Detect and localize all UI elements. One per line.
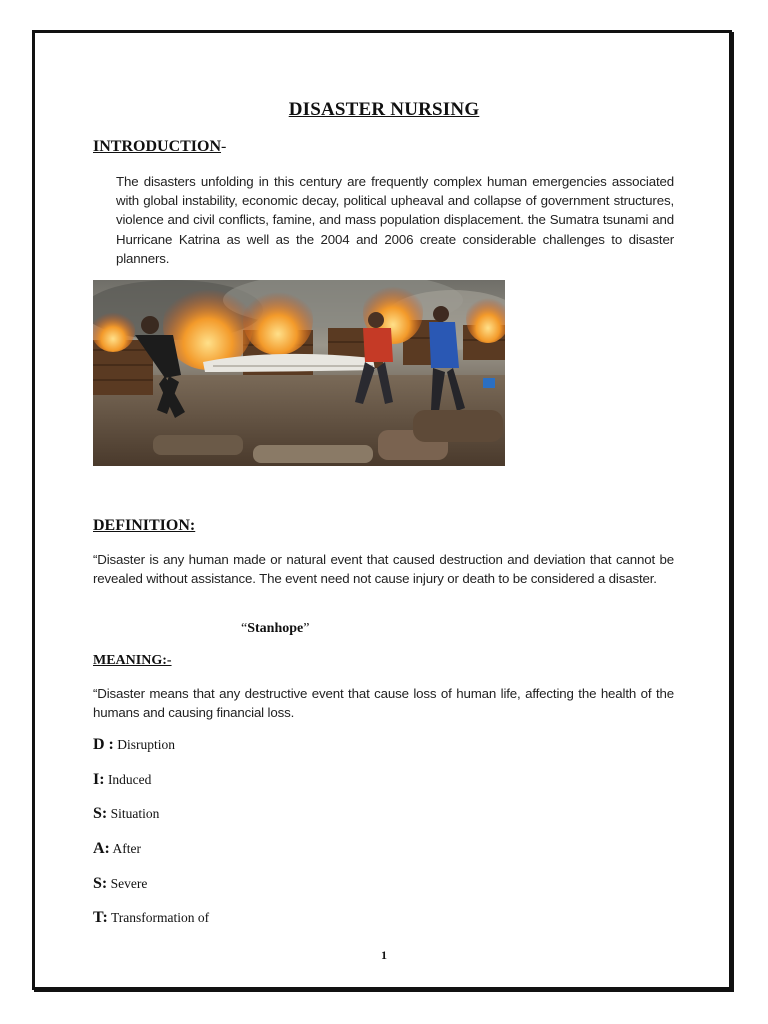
attribution-close-quote: ” [303, 621, 310, 636]
definition-heading [93, 517, 195, 535]
attribution-open-quote: “ [241, 621, 248, 636]
acronym-item [93, 736, 175, 754]
acronym-letter: S: [93, 805, 108, 822]
meaning-heading-text: MEANING:- [93, 653, 172, 668]
acronym-letter: I: [93, 771, 105, 788]
acronym-word: Disruption [117, 737, 176, 752]
document-title: DISASTER NURSING [288, 99, 480, 120]
disaster-photo [93, 280, 505, 466]
acronym-letter: D : [93, 736, 114, 753]
acronym-item [93, 909, 209, 927]
acronym-letter: S: [93, 875, 108, 892]
acronym-word: Severe [110, 876, 148, 891]
introduction-heading [93, 138, 226, 156]
acronym-word: Induced [107, 772, 152, 787]
acronym-letter: A: [93, 840, 110, 857]
acronym-item [93, 771, 151, 789]
acronym-item [93, 875, 147, 893]
definition-paragraph: “Disaster is any human made or natural event that caused destruction and deviation that cannot be revealed without assistance. The event need not cause injury or death to be considered a disaster. [93, 552, 674, 587]
attribution-name: Stanhope [247, 621, 304, 636]
acronym-word: Transformation of [110, 910, 210, 925]
introduction-paragraph: The disasters unfolding in this century are frequently complex human emergencies associated with global instability, economic decay, political upheaval and collapse of government structures, violence and civil conflicts, famine, and mass population displacement. the Sumatra tsunami and Hurricane Katrina as well as the 2004 and 2006 create considerable challenges to disaster planners. [116, 174, 674, 266]
page-number: 1 [381, 948, 387, 962]
introduction-heading-text: INTRODUCTION [93, 138, 222, 155]
definition-attribution [241, 621, 309, 637]
meaning-heading [93, 653, 172, 669]
introduction-heading-suffix: - [221, 138, 227, 155]
acronym-word: Situation [110, 806, 160, 821]
meaning-paragraph: “Disaster means that any destructive event that cause loss of human life, affecting the health of the humans and causing financial loss. [93, 686, 674, 721]
acronym-word: After [112, 841, 142, 856]
acronym-letter: T: [93, 909, 108, 926]
definition-heading-text: DEFINITION: [93, 517, 196, 534]
acronym-item [93, 840, 141, 858]
acronym-item [93, 805, 159, 823]
